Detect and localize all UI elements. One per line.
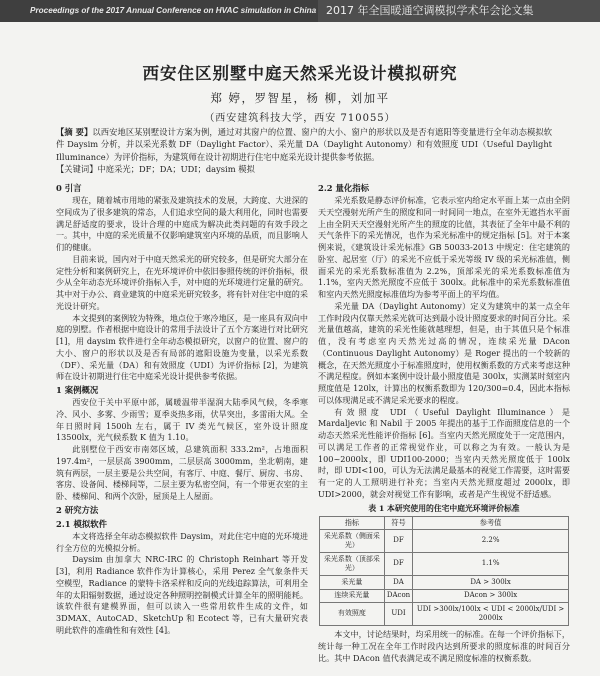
abstract-label: 【摘 要】 [56,127,93,137]
table-cell: 有效照度 [320,603,385,626]
table-header-cell: 参考值 [413,516,569,530]
table-cell: DAcon > 300lx [413,589,569,603]
section-heading-case: 1 案例概况 [56,385,99,395]
paragraph: 有效照度 UDI（Useful Daylight Illuminance）是 Mardaljevic 和 Nabil 于 2005 年提出的基于工作面照度信息的一个动态天然采光性能评价指标 [6]。当室内天然光照度处于一定范围内，可以满足工作者的正常视觉作业，可以称之为有效。一般认为是 100~2000lx，即 UDI100-2000；当室内天然光照度低于 100lx 时，即 UDI<100，可认为无法满足最基本的视觉工作需要，这时需要有一定的人工照明进行补充；当室内天然光照度超过 2000lx，即 UDI>2000，就会对视觉工作有影响，或者是产生视觉不舒适感。 [318,406,570,499]
banner-english-title: Proceedings of the 2017 Annual Conference on HVAC simulation in China [0,0,318,22]
banner-chinese-title: 2017 年全国暖通空调模拟学术年会论文集 [326,4,534,17]
table-cell: 2.2% [413,530,569,553]
table-row [320,589,569,603]
table-header-cell: 符号 [384,516,412,530]
keywords [56,163,552,175]
paragraph: 此别墅位于西安市南郊区域，总建筑面积 333.2m²，占地面积 197.4m²，一层层高 3900mm，二层层高 3000mm，坐北朝南，建筑有两层，一层主要是公共空间，有客厅、中庭、餐厅、厨房、书房、客房、设备间、楼梯间等，二层主要为私密空间，有一个带更衣室的主卧、楼梯间、和两个次卧，屋顶是上人屋面。 [56,444,308,501]
table-caption: 表 1 本研究使用的住宅中庭光环境评价标准 [368,503,520,513]
table-header-row [320,516,569,530]
table-cell: 连续采光量 [320,589,385,603]
paragraph: 采光系数是静态评价标准，它表示室内给定水平面上某一点由全阴天天空漫射光所产生的照度和同一时间同一地点，在室外无遮挡水平面上由全阴天天空漫射光所产生的照度的比值，其表征了全年中最不利的天气条件下的采光情况，也作为采光标准中的规定指标 [5]。对于本案例来说，《建筑设计采光标准》GB 50033-2013 中规定：住宅建筑的卧室、起居室（厅）的采光不应低于采光等级 IV 级的采光标准值，侧面采光的采光系数标准值为 2.2%，顶部采光的采光系数标准值为 1.1%，室内天然光照度不应低于 300lx。此标准中的采光系数标准值和室内天然光照度标准值均为参考平面上的平均值。 [318,195,570,299]
section-heading-method: 2 研究方法 [56,504,99,515]
table-row [320,576,569,590]
table-cell: UDI >300lx/100lx < UDI < 2000lx/UDI > 2000lx [413,603,569,626]
section-heading-intro: 0 引言 [56,183,82,193]
paper-affiliation: （西安建筑科技大学，西安 710055） [204,113,396,124]
paper-title: 西安住区别墅中庭天然采光设计模拟研究 [142,64,458,83]
table-cell: DF [384,553,412,576]
table-cell: DA [384,576,412,590]
table-cell: DF [384,530,412,553]
paragraph: 现在，随着城市用地的紧张及建筑技术的发展，大跨度、大进深的空间成为了很多建筑的常态，人们追求空间的最大利用化，同时也需要满足舒适度的要求，设计合理的中庭成为解决此类问题的有效手段之一。其中，中庭的采光质量不仅影响建筑室内环境的品质，而且影响人们的健康。 [56,195,308,252]
criteria-table [319,516,569,627]
table-cell: UDI [384,603,412,626]
conference-banner [0,0,600,22]
paragraph: 采光量 DA（Daylight Autonomy）定义为建筑中的某一点全年工作时段内仅靠天然采光就可达到最小设计照度要求的时间百分比。采光量值越高，建筑的采光性能就越理想，但是，由于其值只是个标准值，没有考虑室内天然光过高的情况，连续采光量 DAcon（Continuous Daylight Autonomy）是 Roger 提出的一个较新的概念，在天然光照度小于标准照度时，使用权衡系数的方式来考虑这种不满足程度。例如本案例中设计最小照度值是 300lx，实测某时刻室内照度值是 120lx，计算出的权衡系数即为 120/300=0.4，因此本指标可以体现满足或不满足采光要求的程度。 [318,300,570,405]
right-column [318,181,570,664]
table-cell: 1.1% [413,553,569,576]
table-cell: DA > 300lx [413,576,569,590]
table-header-cell: 指标 [320,516,385,530]
subsection-heading-software: 2.1 模拟软件 [56,518,107,529]
left-column [56,181,308,637]
paragraph: 本文提到的案例较为特殊，地点位于寒冷地区，是一座具有双向中庭的别墅。作者根据中庭设计的常用手法设计了五个方案进行对比研究 [1]，用 daysim 软件进行全年动态模拟研究，以窗户的位置、窗户的大小、窗户的形状以及是否有局部的遮阳设施为变量，以采光系数（DF）、采光量（DA）和有效照度（UDI）为评价指标 [2]，为建筑师在设计初期进行住宅中庭采光设计提供参考依据。 [56,312,308,382]
table-row [320,553,569,576]
table-row [320,603,569,626]
paper-authors: 郑 婷，罗智星，杨 柳，刘加平 [210,91,390,105]
paragraph: 本文中，讨论结果时，均采用统一的标准。在每一个评价指标下，统计每一种工况在全年工作时段内达到所要求的照度标准的时间百分比。其中 DAcon 值代表满足或不满足照度标准的权衡系数。 [318,629,570,663]
table-cell: 采光量 [320,576,385,590]
paragraph: 目前来说，国内对于中庭天然采光的研究较多，但是研究大部分在定性分析和案例研究上，在光环境评价中依旧参照传统的评价指标，很少从全年动态光环境评价指标入手，对中庭的光环境进行定量的研究。其中对于办公、商业建筑的中庭采光研究较多，将有针对住宅中庭的采光设计研究。 [56,253,308,311]
abstract-text: 以西安地区某别墅设计方案为例，通过对其窗户的位置、窗户的大小、窗户的形状以及是否有遮阳等变量进行全年动态模拟软件 Daysim 分析，并以采光系数 DF（Daylight Factor）、采光量 DA（Daylight Autonomy）和有效照度 UDI（Useful Daylight Illuminance）为评价指标，为建筑师在设计初期进行住宅中庭采光设计提供参考依据。 [56,127,552,162]
table-cell: 采光系数（侧面采光） [320,530,385,553]
paragraph: Daysim 由加拿大 NRC-IRC 的 Christoph Reinhart 等开发 [3]，利用 Radiance 软件作为计算核心，采用 Perez 全气象条件天空模型，Radiance 的蒙特卡洛采样和反向的光线追踪算法，可利用全年的太阳辐射数据，通过设定各种照明控制模式计算全年的照明能耗。该软件很有建模界面，但可以读入一些常用软件生成的文件，如 3DMAX、AutoCAD、SketchUp 和 Ecotect 等，已有大量研究表明此软件的准确性和有效性 [4]。 [56,554,308,635]
keywords-text: 中庭采光；DF；DA；UDI；daysim 模拟 [97,164,255,174]
table-row [320,530,569,553]
abstract [56,126,552,163]
subsection-heading-metrics: 2.2 量化指标 [318,183,369,193]
keywords-label: 【关键词】 [56,164,98,174]
table-cell: DAcon [384,589,412,603]
table-cell: 采光系数（顶部采光） [320,553,385,576]
paragraph: 本文将选择全年动态模拟软件 Daysim，对此住宅中庭的光环境进行全方位的光模拟分析。 [56,530,308,553]
paragraph: 西安位于关中平原中部，属暖温带半湿润大陆季风气候，冬季寒冷、风小、多雾、少雨雪；夏季炎热多雨，伏旱突出，多雷雨大风。全年日照时间 1500h 左右，属于 IV 类光气候区，室外设计照度 13500lx，光气候系数 K 值为 1.10。 [56,397,308,443]
